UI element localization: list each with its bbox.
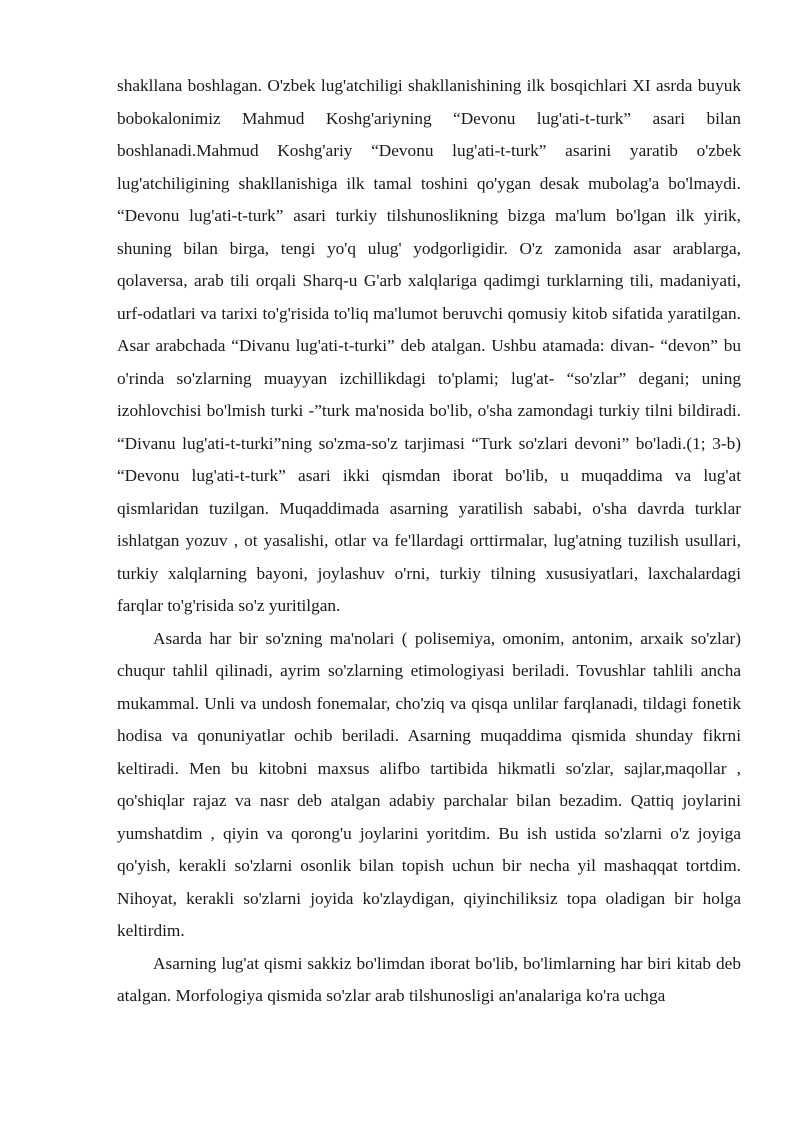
paragraph-1: shakllana boshlagan. O'zbek lug'atchiligi shakllanishining ilk bosqichlari XI asrda buyuk bobokalonimiz Mahmud Koshg'ariyning “Devonu lug'ati-t-turk” asari bilan boshlanadi.Mahmud Koshg'ariy “Devonu lug'ati-t-turk” asarini yaratib o'zbek lug'atchiligining shakllanishiga ilk tamal toshini qo'ygan desak mubolag'a bo'lmaydi. “Devonu lug'ati-t-turk” asari turkiy tilshunoslikning bizga ma'lum bo'lgan ilk yirik, shuning bilan birga, tengi yo'q ulug' yodgorligidir. O'z zamonida asar arablarga, qolaversa, arab tili orqali Sharq-u G'arb xalqlariga qadimgi turklarning tili, madaniyati, urf-odatlari va tarixi to'g'risida to'liq ma'lumot beruvchi qomusiy kitob sifatida yaratilgan. Asar arabchada “Divanu lug'ati-t-turki” deb atalgan. Ushbu atamada: divan- “devon” bu o'rinda so'zlarning muayyan izchillikdagi to'plami; lug'at- “so'zlar” degani; uning izohlovchisi bo'lmish turki -”turk ma'nosida bo'lib, o'sha zamondagi turkiy tilni bildiradi. “Divanu lug'ati-t-turki”ning so'zma-so'z tarjimasi “Turk so'zlari devoni” bo'ladi.(1; 3-b) “Devonu lug'ati-t-turk” asari ikki qismdan iborat bo'lib, u muqaddima va lug'at qismlaridan tuzilgan. Muqaddimada asarning yaratilish sababi, o'sha davrda turklar ishlatgan yozuv , ot yasalishi, otlar va fe'llardagi orttirmalar, lug'atning tuzilish usullari, turkiy xalqlarning bayoni, joylashuv o'rni, turkiy tilning xususiyatlari, laxchalardagi farqlar to'g'risida so'z yuritilgan.	[117, 76, 741, 615]
document-page	[117, 70, 741, 1013]
paragraph-3: Asarning lug'at qismi sakkiz bo'limdan iborat bo'lib, bo'limlarning har biri kitab deb atalgan. Morfologiya qismida so'zlar arab tilshunosligi an'analariga ko'ra uchga	[117, 953, 741, 1005]
paragraph-2: Asarda har bir so'zning ma'nolari ( polisemiya, omonim, antonim, arxaik so'zlar) chuqur tahlil qilinadi, ayrim so'zlarning etimologiyasi beriladi. Tovushlar tahlili ancha mukammal. Unli va undosh fonemalar, cho'ziq va qisqa unlilar farqlanadi, tildagi fonetik hodisa va qonuniyatlar ochib beriladi. Asarning muqaddima qismida shunday fikrni keltiradi. Men bu kitobni maxsus alifbo tartibida hikmatli so'zlar, sajlar,maqollar , qo'shiqlar rajaz va nasr deb atalgan adabiy parchalar bilan bezadim. Qattiq joylarini yumshatdim , qiyin va qorong'u joylarini yoritdim. Bu ish ustida so'zlarni o'z joyiga qo'yish, kerakli so'zlarni osonlik bilan topish uchun bir necha yil mashaqqat tortdim. Nihoyat, kerakli so'zlarni joyida ko'zlaydigan, qiyinchiliksiz topa oladigan bir holga keltirdim.	[117, 628, 741, 940]
